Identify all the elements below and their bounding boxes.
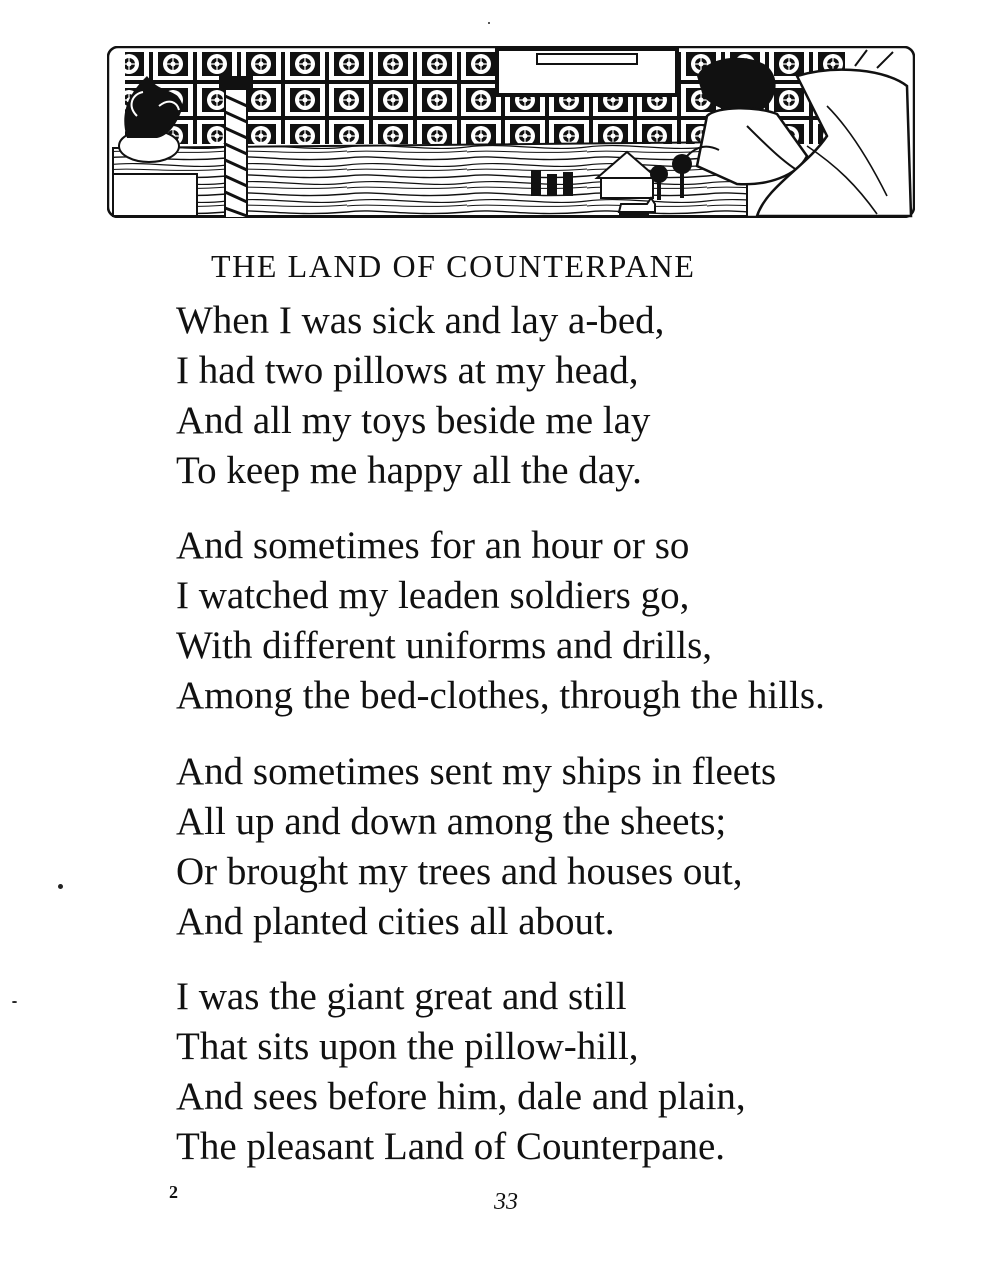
poem-line: To keep me happy all the day. (176, 449, 642, 492)
header-illustration (107, 46, 915, 218)
poem-line: When I was sick and lay a-bed, (176, 299, 665, 342)
signature-mark: 2 (169, 1182, 178, 1202)
stanza-4 (176, 972, 936, 1172)
poem-line: With different uniforms and drills, (176, 624, 713, 667)
poem-line: I was the giant great and still (176, 975, 627, 1018)
poem-line: The pleasant Land of Counterpane. (176, 1125, 726, 1168)
page-number: 33 (494, 1189, 518, 1215)
poem-line: I watched my leaden soldiers go, (176, 574, 690, 617)
stanza-1 (176, 296, 936, 496)
print-speck (488, 22, 490, 24)
print-speck (58, 884, 63, 889)
poem-line: Or brought my trees and houses out, (176, 850, 743, 893)
poem-title: THE LAND OF COUNTERPANE (211, 248, 696, 284)
poem-line: All up and down among the sheets; (176, 800, 727, 843)
poem-line: I had two pillows at my head, (176, 349, 639, 392)
stanza-2 (176, 521, 936, 721)
poem-line: Among the bed-clothes, through the hills. (176, 674, 825, 717)
poem-line: And sometimes for an hour or so (176, 524, 690, 567)
poem-line: And planted cities all about. (176, 900, 615, 943)
poem-line: And all my toys beside me lay (176, 399, 651, 442)
stanza-3 (176, 747, 936, 947)
poem-line: That sits upon the pillow-hill, (176, 1025, 639, 1068)
poem-line: And sees before him, dale and plain, (176, 1075, 746, 1118)
poem-line: And sometimes sent my ships in fleets (176, 750, 777, 793)
print-speck (12, 1001, 17, 1003)
